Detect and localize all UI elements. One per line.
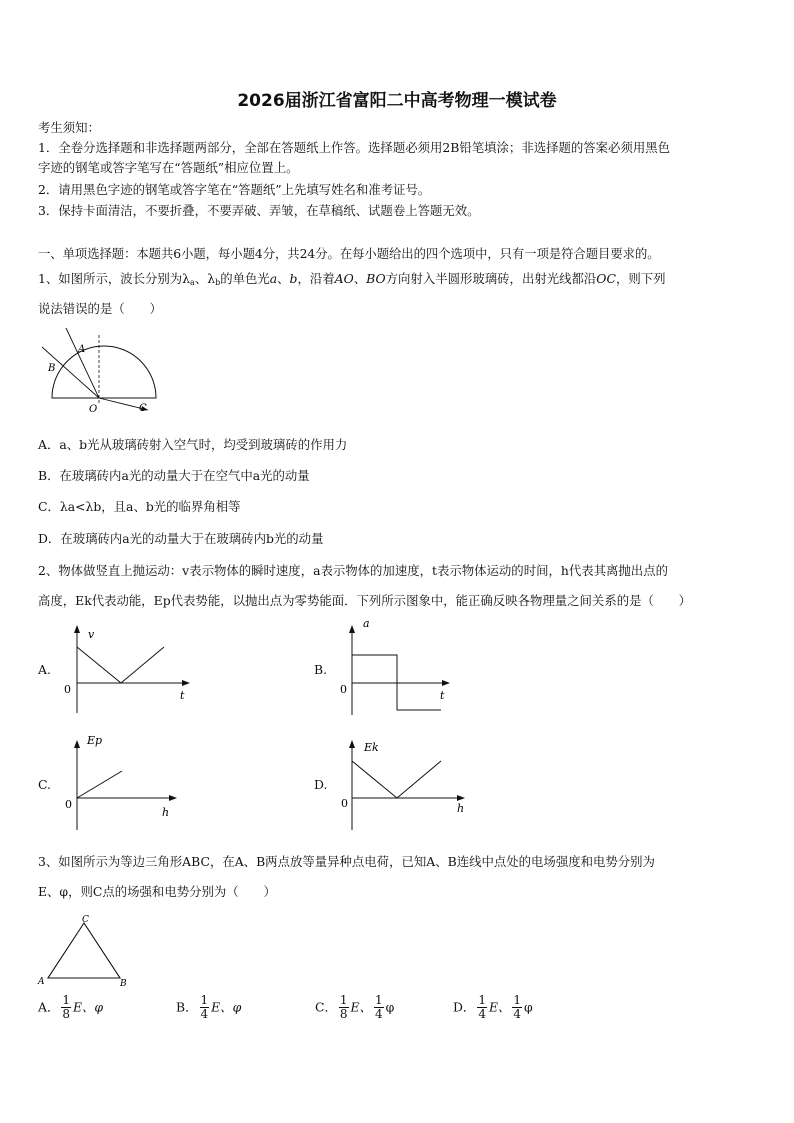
x-label: t bbox=[180, 689, 185, 702]
label-A: A bbox=[38, 977, 45, 987]
q2-option-B-label[interactable]: B. bbox=[314, 662, 328, 677]
semicircle-glass bbox=[52, 346, 156, 398]
y-axis-arrow bbox=[74, 625, 80, 633]
q2-graph-A bbox=[60, 623, 200, 718]
q2-stem-line1: 2、物体做竖直上抛运动：v表示物体的瞬时速度，a表示物体的加速度，t表示物体运动的时间，h代表其离抛出点的 bbox=[38, 563, 668, 578]
notice-item-3: 3．保持卡面清洁，不要折叠，不要弄破、弄皱，在草稿纸、试题卷上答题无效。 bbox=[38, 203, 480, 218]
x-label: h bbox=[162, 806, 170, 819]
q2-graph-D bbox=[335, 730, 470, 835]
q3-option-D[interactable]: D． $\frac{1}{4}$ E、 $\frac{1}{4}$ φ bbox=[453, 993, 533, 1021]
q1-figure-semicircle bbox=[38, 325, 168, 420]
ray-AO bbox=[66, 328, 99, 398]
y-axis-arrow bbox=[74, 740, 80, 748]
q3-option-C[interactable]: C． $\frac{1}{8}$ E、 $\frac{1}{4}$ φ bbox=[315, 993, 395, 1021]
x-axis-arrow bbox=[442, 680, 450, 686]
y-label: v bbox=[88, 628, 95, 641]
label-B: B bbox=[120, 979, 127, 989]
origin-label: 0 bbox=[64, 683, 71, 696]
q3-option-A[interactable]: A． $\frac{1}{8}$ E、φ bbox=[38, 993, 104, 1021]
q1-option-A[interactable]: A．a、b光从玻璃砖射入空气时，均受到玻璃砖的作用力 bbox=[38, 437, 348, 452]
origin-label: 0 bbox=[340, 683, 347, 696]
triangle-ABC bbox=[48, 923, 120, 978]
q1-stem-line2: 说法错误的是（ ） bbox=[38, 301, 162, 316]
q1-stem-line1: 1、如图所示，波长分别为$\lambda_a$、$\lambda_b$的单色光a、b，沿着AO、BO方向射入半圆形玻璃砖，出射光线都沿OC，则下列 bbox=[38, 271, 666, 287]
q2-option-A-label[interactable]: A. bbox=[38, 662, 51, 677]
q1-option-C[interactable]: C．λa<λb，且a、b光的临界角相等 bbox=[38, 499, 241, 514]
y-label: Ek bbox=[364, 741, 379, 754]
x-axis-arrow bbox=[169, 795, 177, 801]
q1-option-D[interactable]: D．在玻璃砖内a光的动量大于在玻璃砖内b光的动量 bbox=[38, 531, 324, 546]
origin-label: 0 bbox=[341, 797, 348, 810]
x-label: t bbox=[440, 689, 445, 702]
x-label: h bbox=[457, 802, 465, 815]
q2-graph-C bbox=[60, 730, 190, 835]
notice-item-1-cont: 字迹的钢笔或答字笔写在“答题纸”相应位置上。 bbox=[38, 160, 299, 175]
x-axis-arrow bbox=[182, 680, 190, 686]
v-t-curve bbox=[77, 647, 164, 683]
q2-option-D-label[interactable]: D. bbox=[314, 777, 328, 792]
y-label: a bbox=[363, 617, 370, 630]
q2-graph-B bbox=[335, 615, 455, 720]
page-title: 2026届浙江省富阳二中高考物理一模试卷 bbox=[237, 91, 557, 111]
label-C: C bbox=[82, 915, 89, 925]
y-axis-arrow bbox=[349, 625, 355, 633]
notice-heading: 考生须知： bbox=[38, 120, 100, 135]
notice-item-1: 1．全卷分选择题和非选择题两部分，全部在答题纸上作答。选择题必须用2B铅笔填涂；非选择题的答案必须用黑色 bbox=[38, 140, 671, 155]
q3-stem-line1: 3、如图所示为等边三角形ABC，在A、B两点放等量异种点电荷，已知A、B连线中点处的电场强度和电势分别为 bbox=[38, 854, 655, 869]
notice-item-2: 2．请用黑色字迹的钢笔或答字笔在“答题纸”上先填写姓名和准考证号。 bbox=[38, 182, 431, 197]
Ep-h-curve bbox=[77, 771, 122, 798]
label-C: C bbox=[139, 403, 147, 414]
label-A: A bbox=[78, 344, 86, 355]
section-heading: 一、单项选择题：本题共6小题，每小题4分，共24分。在每小题给出的四个选项中，只有一项是符合题目要求的。 bbox=[38, 247, 660, 261]
q3-stem-line2: E、φ，则C点的场强和电势分别为（ ） bbox=[38, 884, 276, 899]
label-O: O bbox=[89, 404, 98, 415]
q3-option-B[interactable]: B． $\frac{1}{4}$ E、φ bbox=[176, 993, 242, 1021]
y-label: Ep bbox=[87, 734, 103, 747]
q2-option-C-label[interactable]: C. bbox=[38, 777, 51, 792]
label-B: B bbox=[48, 363, 56, 374]
q2-stem-line2: 高度，Ek代表动能，Ep代表势能，以抛出点为零势能面．下列所示图象中，能正确反映各物理量之间关系的是（ ） bbox=[38, 593, 692, 608]
q1-option-B[interactable]: B．在玻璃砖内a光的动量大于在空气中a光的动量 bbox=[38, 468, 310, 483]
x-axis-arrow bbox=[457, 795, 465, 801]
Ek-h-curve bbox=[352, 761, 441, 798]
q3-figure-triangle bbox=[36, 912, 136, 992]
origin-label: 0 bbox=[65, 798, 72, 811]
y-axis-arrow bbox=[349, 740, 355, 748]
